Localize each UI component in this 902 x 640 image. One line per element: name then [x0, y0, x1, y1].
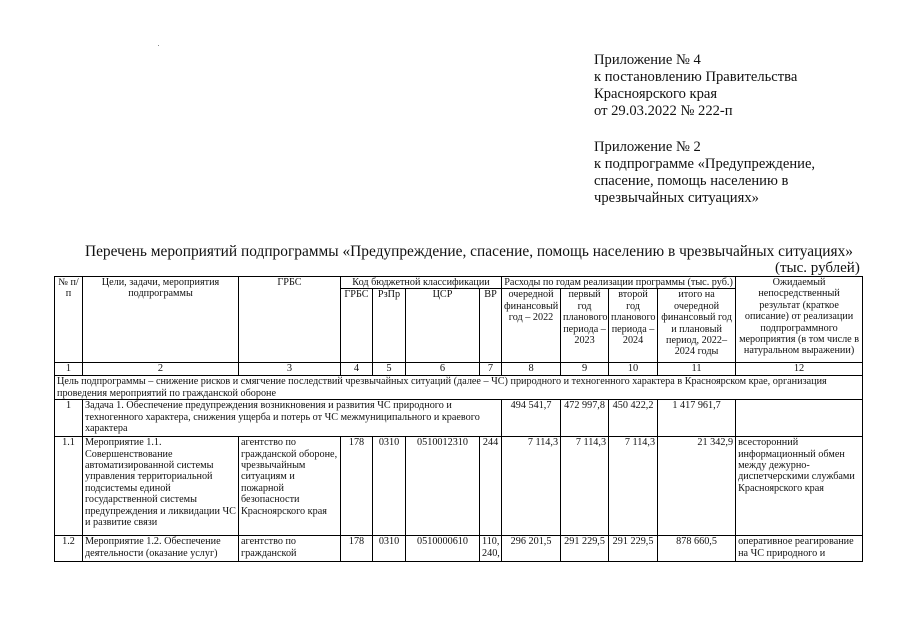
appendix-2-ref-end: чрезвычайных ситуациях» [594, 190, 759, 206]
document-title: Перечень мероприятий подпрограммы «Предупреждение, спасение, помощь населению в чрезвычайных ситуациях» [84, 243, 853, 260]
header-budget-code: Код бюджетной классификации [341, 277, 502, 289]
measure-row [55, 437, 863, 536]
measure-result [736, 536, 863, 562]
measure-total: 21 342,9 [658, 437, 736, 536]
header-expenses: Расходы по годам реализации программы (тыс. руб.) [502, 277, 736, 289]
measure-2022: 296 201,5 [502, 536, 561, 562]
measure-grbs: агентство по гражданской обороне, чрезвычайным ситуациям и пожарной безопасности Красноярского края [239, 437, 341, 536]
measure-csr: 0510012310 [406, 437, 480, 536]
unit-label: (тыс. рублей) [775, 260, 860, 276]
header-year-2024: второй год планового периода – 2024 [609, 289, 658, 363]
col-number: 10 [609, 363, 658, 376]
measure-2024: 7 114,3 [609, 437, 658, 536]
task-result [736, 400, 863, 437]
col-number: 12 [736, 363, 863, 376]
measure-grbs [239, 536, 341, 562]
header-grbs: ГРБС [239, 277, 341, 363]
header-code-grbs: ГРБС [341, 289, 373, 363]
header-result: Ожидаемый непосредственный результат (краткое описание) от реализации подпрограммного мероприятия (в том числе в натуральном выражении) [736, 277, 863, 363]
measure-2022: 7 114,3 [502, 437, 561, 536]
measure-2023: 7 114,3 [561, 437, 609, 536]
measures-table [54, 276, 863, 562]
measure-2023: 291 229,5 [561, 536, 609, 562]
header-row-1 [55, 277, 863, 289]
goal-row [55, 376, 863, 400]
col-number: 9 [561, 363, 609, 376]
header-total: итого на очередной финансовый год и плановый период, 2022–2024 годы [658, 289, 736, 363]
measure-grbs-clip: агентство по гражданской [241, 536, 297, 559]
header-rzpr: РзПр [373, 289, 406, 363]
header-no: № п/п [55, 277, 83, 363]
measure-result-clip: оперативное реагирование на ЧС природного и [738, 536, 854, 559]
header-csr: ЦСР [406, 289, 480, 363]
measure-row [55, 536, 863, 562]
appendix-4-region: Красноярского края [594, 86, 718, 102]
header-year-2022: очередной финансовый год – 2022 [502, 289, 561, 363]
task-total: 1 417 961,7 [658, 400, 736, 437]
task-text: Задача 1. Обеспечение предупреждения возникновения и развития ЧС природного и техногенного характера, снижения ущерба и потерь от ЧС межмуниципального и краевого характера [83, 400, 502, 437]
column-number-row [55, 363, 863, 376]
measure-code-grbs: 178 [341, 437, 373, 536]
header-goals: Цели, задачи, мероприятия подпрограммы [83, 277, 239, 363]
col-number: 5 [373, 363, 406, 376]
appendix-4-ref: к постановлению Правительства [594, 69, 798, 85]
measure-rzpr: 0310 [373, 536, 406, 562]
scan-speck [158, 45, 159, 46]
measure-2024: 291 229,5 [609, 536, 658, 562]
col-number: 4 [341, 363, 373, 376]
col-number: 8 [502, 363, 561, 376]
measure-text-clip: Мероприятие 1.2. Обеспечение деятельности (оказание услуг) [85, 536, 221, 559]
header-year-2023: первый год планового периода – 2023 [561, 289, 609, 363]
measure-code-grbs: 178 [341, 536, 373, 562]
col-number: 3 [239, 363, 341, 376]
col-number: 2 [83, 363, 239, 376]
col-number: 11 [658, 363, 736, 376]
task-row [55, 400, 863, 437]
appendix-2-ref-cont: спасение, помощь населению в [594, 173, 789, 189]
header-vr: ВР [480, 289, 502, 363]
goal-text: Цель подпрограммы – снижение рисков и смягчение последствий чрезвычайных ситуаций (далее – ЧС) природного и техногенного характера в Красноярском крае, организация проведения мероприятий по гражданской обороне [55, 376, 863, 400]
task-no: 1 [55, 400, 83, 437]
measure-total: 878 660,5 [658, 536, 736, 562]
col-number: 6 [406, 363, 480, 376]
appendix-2-number: Приложение № 2 [594, 139, 701, 155]
measure-rzpr: 0310 [373, 437, 406, 536]
col-number: 7 [480, 363, 502, 376]
task-2022: 494 541,7 [502, 400, 561, 437]
appendix-4-date: от 29.03.2022 № 222-п [594, 103, 733, 119]
appendix-4-number: Приложение № 4 [594, 52, 701, 68]
appendix-2-ref: к подпрограмме «Предупреждение, [594, 156, 816, 172]
appendix-2-block [594, 139, 815, 207]
measure-text: Мероприятие 1.1. Совершенствование автоматизированной системы управления территориальной подсистемы единой государственной системы предупреждения и ликвидации ЧС и развитие связи [83, 437, 239, 536]
measure-csr: 0510000610 [406, 536, 480, 562]
measure-no: 1.1 [55, 437, 83, 536]
measure-text [83, 536, 239, 562]
measure-no: 1.2 [55, 536, 83, 562]
task-2024: 450 422,2 [609, 400, 658, 437]
measure-vr: 110, 240, [480, 536, 502, 562]
task-2023: 472 997,8 [561, 400, 609, 437]
col-number: 1 [55, 363, 83, 376]
appendix-4-block [594, 52, 797, 120]
measure-vr: 244 [480, 437, 502, 536]
measure-result: всесторонний информационный обмен между дежурно-диспетчерскими службами Красноярского края [736, 437, 863, 536]
